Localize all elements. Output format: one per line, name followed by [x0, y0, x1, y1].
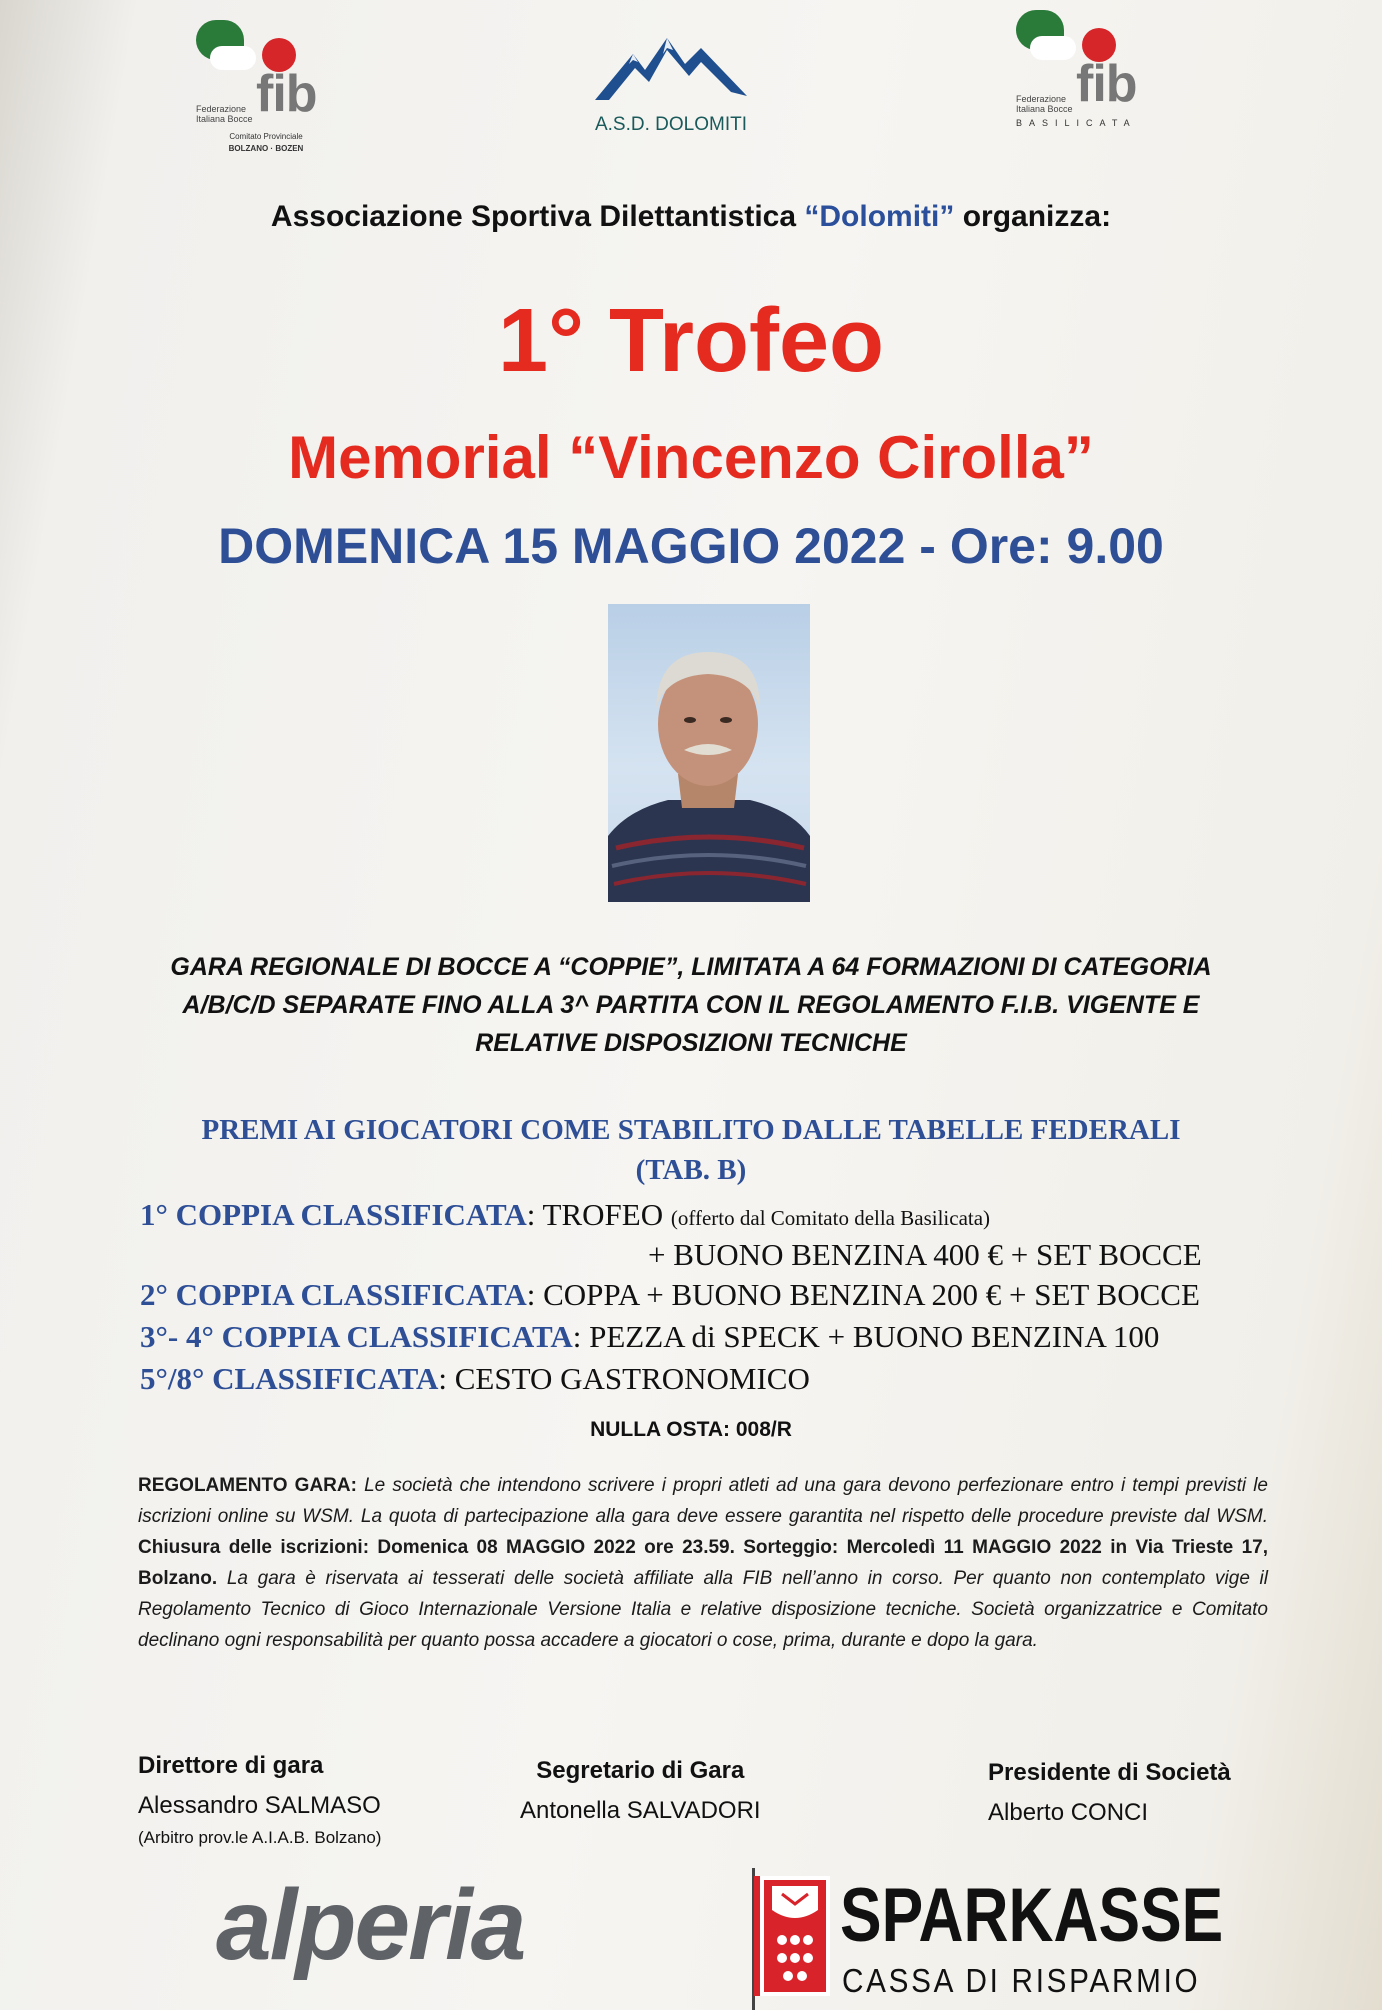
rules-paragraph: REGOLAMENTO GARA: Le società che intendono scrivere i propri atleti ad una gara devono perfezionare entro i tempi previsti le iscrizioni online su WSM. La quota di partecipazione alla gara deve essere garantita nel rispetto delle procedure previste dal WSM. Chiusura delle iscrizioni: Domenica 08 MAGGIO 2022 ore 23.59. Sorteggio: Mercoledì 11 MAGGIO 2022 in Via Trieste 17, Bolzano. La gara è riservata ai tesserati delle società affiliate alla FIB nell’anno in corso. Per quanto non contemplato vige il Regolamento Tecnico di Gioco Internazionale Versione Italia e relative disposizione tecniche. Società organizzatrice e Comitato declinano ogni responsabilità per quanto possa accadere a giocatori o cose, prima, durante e dopo la gara. — [138, 1475, 1268, 1651]
signature-secretary: Segretario di Gara Antonella SALVADORI — [520, 1757, 761, 1824]
sparkasse-subtitle: CASSA DI RISPARMIO — [842, 1962, 1201, 1999]
fib-bolzano-logo — [196, 20, 356, 160]
sparkasse-emblem-icon — [760, 1876, 830, 1996]
organizer-highlight: “Dolomiti” — [804, 200, 955, 233]
prize-5-8: 5°/8° CLASSIFICATA: CESTO GASTRONOMICO — [140, 1361, 810, 1396]
fib-federation-text: Federazione Italiana Bocce — [196, 104, 253, 124]
portrait-photo — [608, 604, 810, 902]
asd-dolomiti-logo — [586, 30, 756, 140]
fib-region-text: BASILICATA — [1016, 118, 1137, 128]
prizes-heading: PREMI AI GIOCATORI COME STABILITO DALLE TABELLE FEDERALI (TAB. B) — [201, 1114, 1181, 1186]
signature-director: Direttore di gara Alessandro SALMASO (Arbitro prov.le A.I.A.B. Bolzano) — [138, 1752, 382, 1847]
organizer-line: Associazione Sportiva Dilettantistica “Dolomiti” organizza: — [270, 200, 1112, 233]
fib-federation-text: Federazione Italiana Bocce — [1016, 94, 1073, 114]
prize-2: 2° COPPIA CLASSIFICATA: COPPA + BUONO BENZINA 200 € + SET BOCCE — [140, 1277, 1200, 1312]
event-date: DOMENICA 15 MAGGIO 2022 - Ore: 9.00 — [218, 518, 1164, 574]
competition-description: GARA REGIONALE DI BOCCE A “COPPIE”, LIMITATA A 64 FORMAZIONI DI CATEGORIA A/B/C/D SEPARATE FINO ALLA 3^ PARTITA CON IL REGOLAMENTO F.I.B. VIGENTE E RELATIVE DISPOSIZIONI TECNICHE — [170, 953, 1212, 1057]
nulla-osta: NULLA OSTA: 008/R — [590, 1418, 792, 1441]
mountain-icon — [593, 30, 749, 106]
fib-basilicata-logo — [1016, 10, 1176, 150]
prize-1-continued: + BUONO BENZINA 400 € + SET BOCCE — [648, 1237, 1202, 1272]
memorial-title: Memorial “Vincenzo Cirolla” — [288, 424, 1094, 491]
fib-wordmark: fib — [256, 65, 317, 123]
prize-3-4: 3°- 4° COPPIA CLASSIFICATA: PEZZA di SPECK + BUONO BENZINA 100 — [140, 1319, 1160, 1354]
sparkasse-logo: SPARKASSE — [840, 1873, 1224, 1958]
alperia-logo: alperia — [216, 1869, 525, 1981]
fib-city-text: BOLZANO · BOZEN — [228, 144, 304, 153]
signature-president: Presidente di Società Alberto CONCI — [988, 1759, 1231, 1826]
asd-dolomiti-name: A.S.D. DOLOMITI — [594, 114, 748, 135]
rules-deadline: Chiusura delle iscrizioni: Domenica 08 MAGGIO 2022 ore 23.59. Sorteggio: Mercoledì 11 MAGGIO 2022 in Via Trieste 17, Bolzano. — [138, 1537, 1268, 1589]
fib-wordmark: fib — [1076, 55, 1137, 113]
fib-committee-text: Comitato Provinciale — [229, 132, 303, 141]
trophy-title: 1° Trofeo — [497, 291, 885, 391]
rules-label: REGOLAMENTO GARA: — [138, 1475, 357, 1496]
prize-1: 1° COPPIA CLASSIFICATA: TROFEO (offerto dal Comitato della Basilicata) — [140, 1197, 991, 1232]
